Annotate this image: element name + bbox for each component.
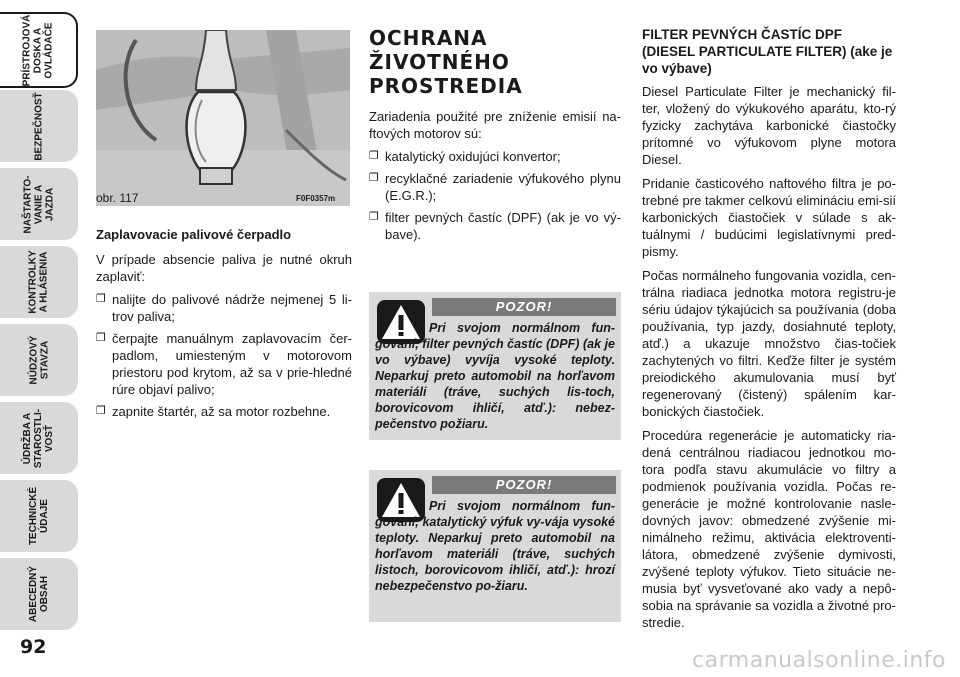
- warning-box-dpf: [369, 292, 621, 440]
- tab-label: BEZPEČNOSŤ: [33, 91, 45, 161]
- dpf-paragraph: Procedúra regenerácie je automaticky ria-dená centrálnou riadiacou jednotkou mo-tora podľa stavu akumulácie vo filtry a podmienok používania vozidla. Počas re-generácie je možné kontrolovanie nasle-dovných javov: obmedzené zvýšenie mi-nimálneho režimu, aktivácia elektroventi-látora, obmedzené zvýšenie dymivosti, zvýšené teploty výfukov. Tieto situácie ne-musia byť vysveťované ako vady a nepô-sobia na správanie sa vozidla a životné pro-stredie.: [642, 428, 896, 630]
- bullet-item: ❐ filter pevných častíc (DPF) (ak je vo vý-bave).: [369, 209, 621, 243]
- figure-caption: obr. 117: [96, 191, 139, 205]
- warning-box-catalytic: [369, 470, 621, 622]
- bullet-item: ❐ zapnite štartér, až sa motor rozbehne.: [96, 403, 352, 420]
- bullet-item: ❐ recyklačné zariadenie výfukového plynu (E.G.R.);: [369, 170, 621, 204]
- warning-text: Pri svojom normálnom fun-govaní, filter pevných častíc (DPF) (ak je vo výbave) vyvíja vysoké teploty. Neparkuj preto automobil na horľavom materiáli (tráve, suchých lis-toch, borovicovom ihličí, atď.): nebez-pečenstvo požiaru.: [375, 321, 615, 431]
- page-number: 92: [20, 636, 47, 658]
- dpf-heading: FILTER PEVNÝCH ČASTÍC DPF (DIESEL PARTICULATE FILTER) (ake je vo výbave): [642, 27, 893, 76]
- bullet-item: ❐ čerpajte manuálnym zaplavovacím čer-padlom, umiesteným v motorovom priestoru pod krytom, až sa v prie-hledné rúre objaví palivo;: [96, 330, 352, 398]
- fuel-pump-heading: Zaplavovacie palivové čerpadlo: [96, 227, 292, 242]
- tab-label: NÚDZOVÝ STAVZA: [28, 335, 50, 385]
- tab-label: ÚDRŽBA A STAROSTLI- VOSŤ: [22, 408, 56, 468]
- fuel-pump-illustration: [96, 30, 350, 206]
- section-title: OCHRANA ŽIVOTNÉHO PROSTREDIA: [369, 26, 523, 98]
- warning-label: POZOR!: [432, 476, 616, 494]
- tab-kontrolky[interactable]: [0, 246, 78, 318]
- fuel-pump-intro: V prípade absencie paliva je nutné okruh zaplaviť:: [96, 252, 352, 284]
- tab-bezpecnost[interactable]: [0, 90, 78, 162]
- tab-label: PRÍSTROJOVÁ DOSKA A OVLÁDAČE: [21, 14, 55, 86]
- dpf-paragraph: Pridanie časticového naftového filtra je po-trebné pre takmer celkovú elimináciu emi-sií karbonických čiastočiek v súlade s ak-tuálnymi / budúcimi legislatívnymi pred-pismy.: [642, 176, 896, 259]
- tab-label: KONTROLKY A HLÁSENIA: [28, 250, 50, 314]
- tab-technicke-udaje[interactable]: [0, 480, 78, 552]
- figure-fuel-pump-image: [96, 30, 350, 206]
- tab-pristrojova-doska[interactable]: [0, 12, 78, 88]
- tab-abecedny-obsah[interactable]: [0, 558, 78, 630]
- bullet-item: ❐ katalytický oxidujúci konvertor;: [369, 148, 621, 165]
- section-sidebar: [0, 0, 86, 640]
- dpf-paragraph: Počas normálneho fungovania vozidla, cen-trálna riadiaca jednotka motora registru-je sériu údajov týkajúcich sa používania (doba používania, typ jazdy, dosiahnuté teploty, atď.) a ukazuje množstvo čias-točiek zachytených vo filtri. Keďže filter je systém preiodického akumulovania musí byť regenerovaný (čistený) spálením kar-bonických čiastočiek.: [642, 268, 896, 419]
- tab-label: TECHNICKÉ ÚDAJE: [28, 486, 50, 546]
- emissions-intro: Zariadenia použité pre zníženie emisií na-ftových motorov sú:: [369, 109, 621, 141]
- warning-label: POZOR!: [432, 298, 616, 316]
- column-1: [96, 226, 352, 425]
- tab-label: ABECEDNÝ OBSAH: [28, 565, 50, 623]
- bullet-item: ❐ nalijte do palivové nádrže nejmenej 5 li-trov paliva;: [96, 291, 352, 325]
- tab-udrzba[interactable]: [0, 402, 78, 474]
- column-3: [642, 26, 896, 638]
- tab-nastartovanie[interactable]: [0, 168, 78, 240]
- warning-text: Pri svojom normálnom fun-govaní, katalytický výfuk vy-vája vysoké teploty. Neparkuj preto automobil na horľavom materiáli (tráve, suchých listoch, borovicovom ihličí, atď.): hrozí nebezpečenstvo po-žiaru.: [375, 499, 615, 593]
- column-2: [369, 26, 621, 248]
- tab-label: NAŠTARTO- VANIE A JAZDA: [22, 175, 56, 233]
- dpf-paragraph: Diesel Particulate Filter je mechanický fil-ter, vložený do výkukového aparátu, kto-rý fyzicky zachytáva karbonické čiastočky prítomné vo výfukovom plyne motora Diesel.: [642, 84, 896, 167]
- tab-nudzovy-stav[interactable]: [0, 324, 78, 396]
- watermark: carmanualsonline.info: [692, 648, 946, 673]
- figure-code: F0F0357m: [296, 194, 336, 203]
